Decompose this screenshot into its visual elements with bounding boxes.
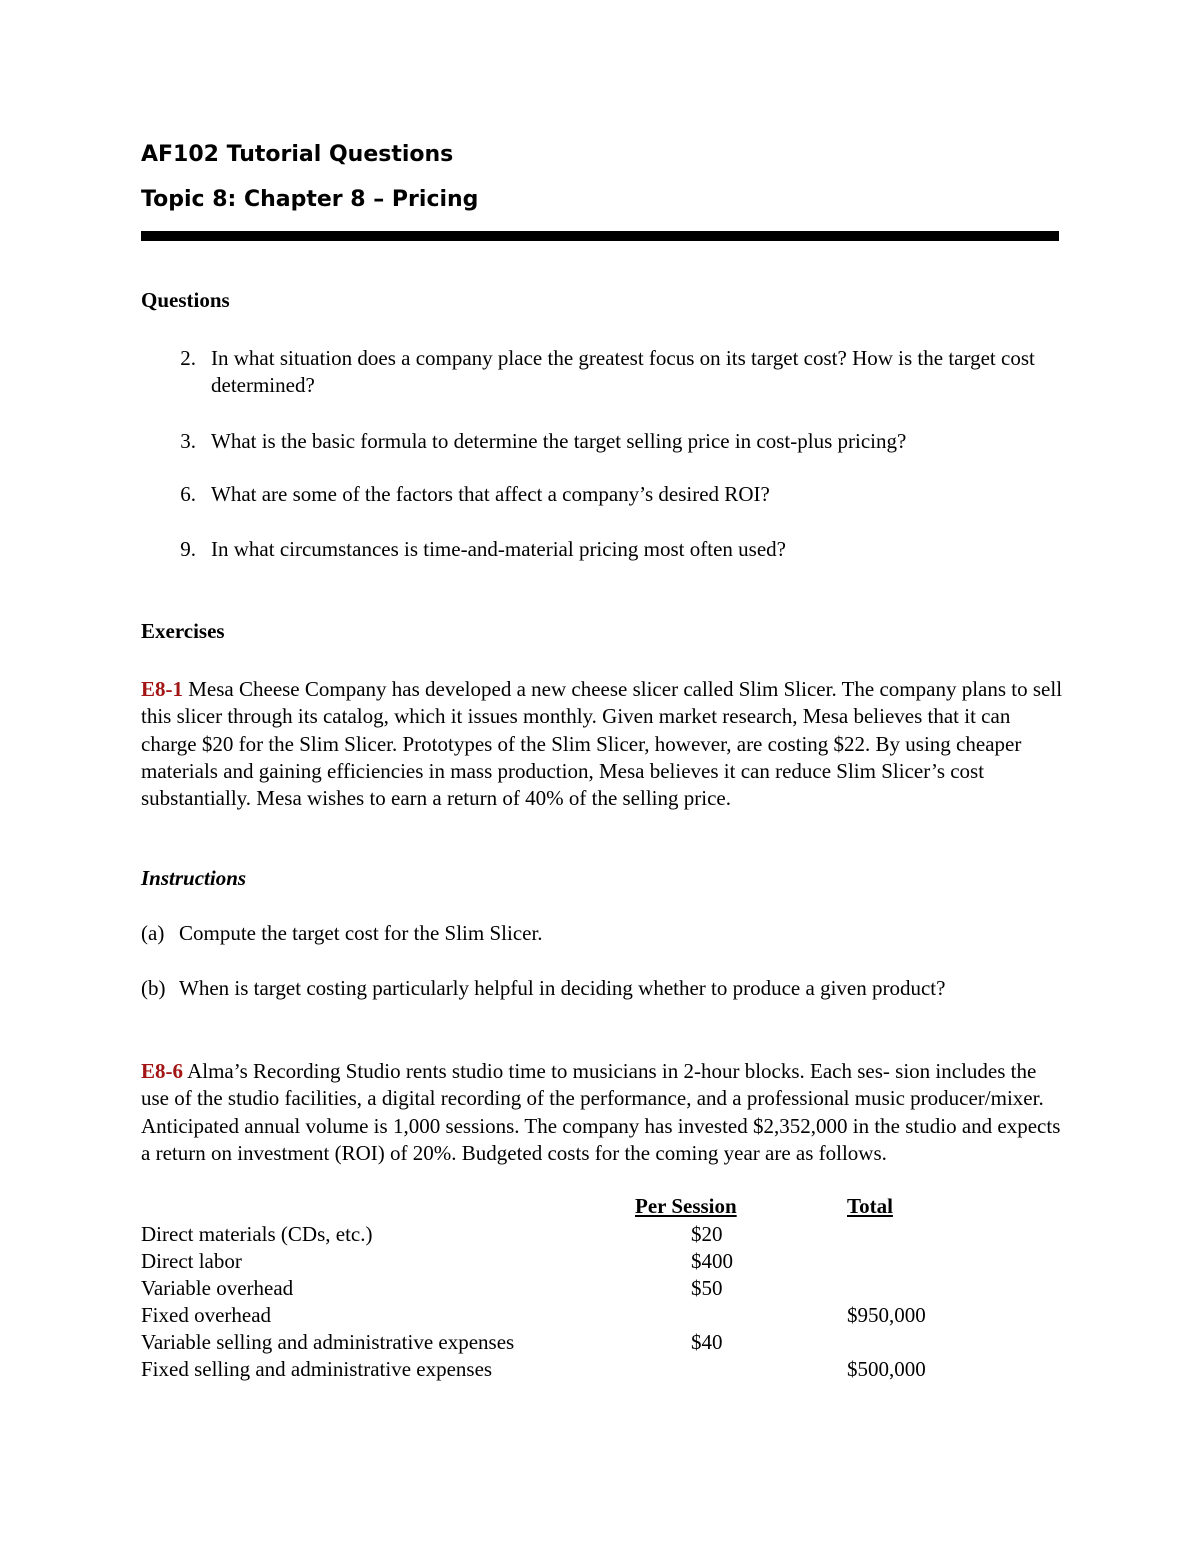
exercise-code: E8-1 — [141, 677, 183, 701]
cost-label: Direct labor — [141, 1249, 242, 1273]
cost-label: Variable overhead — [141, 1276, 294, 1300]
table-row — [141, 1356, 1091, 1383]
table-row — [141, 1221, 1091, 1248]
column-header-total: Total — [847, 1194, 893, 1218]
instruction-label: (b) — [141, 976, 166, 1000]
per-session-value: $50 — [691, 1276, 723, 1300]
instruction-item — [141, 975, 945, 1002]
exercise-e8-1 — [141, 676, 1063, 812]
per-session-value: $40 — [691, 1330, 723, 1354]
question-text: In what circumstances is time-and-material pricing most often used? — [211, 537, 786, 561]
question-number: 3. — [180, 429, 196, 453]
cost-label: Variable selling and administrative expenses — [141, 1330, 515, 1354]
instruction-text: When is target costing particularly helpful in deciding whether to produce a given product? — [179, 976, 946, 1000]
exercise-code: E8-6 — [141, 1059, 183, 1083]
instructions-heading: Instructions — [141, 866, 247, 890]
question-text: In what situation does a company place the greatest focus on its target cost? How is the target cost determined? — [211, 346, 1035, 398]
horizontal-rule — [141, 231, 1059, 241]
exercise-text: Alma’s Recording Studio rents studio time to musicians in 2-hour blocks. Each ses- sion includes the use of the studio facilities, a digital recording of the performance, and a professional music producer/mixer. Anticipated annual volume is 1,000 sessions. The company has invested $2,352,000 in the studio and expects a return on investment (ROI) of 20%. Budgeted costs for the coming year are as follows. — [141, 1059, 1061, 1165]
table-row — [141, 1302, 1091, 1329]
instruction-label: (a) — [141, 921, 165, 945]
exercises-heading: Exercises — [141, 619, 225, 643]
total-value: $950,000 — [847, 1303, 926, 1327]
per-session-value: $400 — [691, 1249, 733, 1273]
column-header-per-session: Per Session — [635, 1194, 737, 1218]
exercise-e8-6 — [141, 1058, 1063, 1167]
instruction-text: Compute the target cost for the Slim Slicer. — [179, 921, 543, 945]
exercise-text: Mesa Cheese Company has developed a new cheese slicer called Slim Slicer. The company plans to sell this slicer through its catalog, which it issues monthly. Given market research, Mesa believes that it can charge $20 for the Slim Slicer. Prototypes of the Slim Slicer, however, are costing $22. By using cheaper materials and gaining efficiencies in mass production, Mesa believes it can reduce Slim Slicer’s cost substantially. Mesa wishes to earn a return of 40% of the selling price. — [141, 677, 1063, 811]
document-subtitle: Topic 8: Chapter 8 – Pricing — [141, 187, 479, 212]
table-row — [141, 1248, 1091, 1275]
cost-label: Fixed overhead — [141, 1303, 272, 1327]
cost-label: Fixed selling and administrative expenses — [141, 1357, 493, 1381]
table-row — [141, 1329, 1091, 1356]
document-title: AF102 Tutorial Questions — [141, 142, 454, 167]
per-session-value: $20 — [691, 1222, 723, 1246]
question-number: 9. — [180, 537, 196, 561]
question-text: What are some of the factors that affect a company’s desired ROI? — [211, 482, 770, 506]
question-number: 6. — [180, 482, 196, 506]
instruction-item — [141, 920, 543, 947]
question-number: 2. — [180, 346, 196, 370]
table-row — [141, 1275, 1091, 1302]
cost-label: Direct materials (CDs, etc.) — [141, 1222, 373, 1246]
total-value: $500,000 — [847, 1357, 926, 1381]
question-text: What is the basic formula to determine the target selling price in cost-plus pricing? — [211, 429, 907, 453]
questions-heading: Questions — [141, 288, 230, 312]
